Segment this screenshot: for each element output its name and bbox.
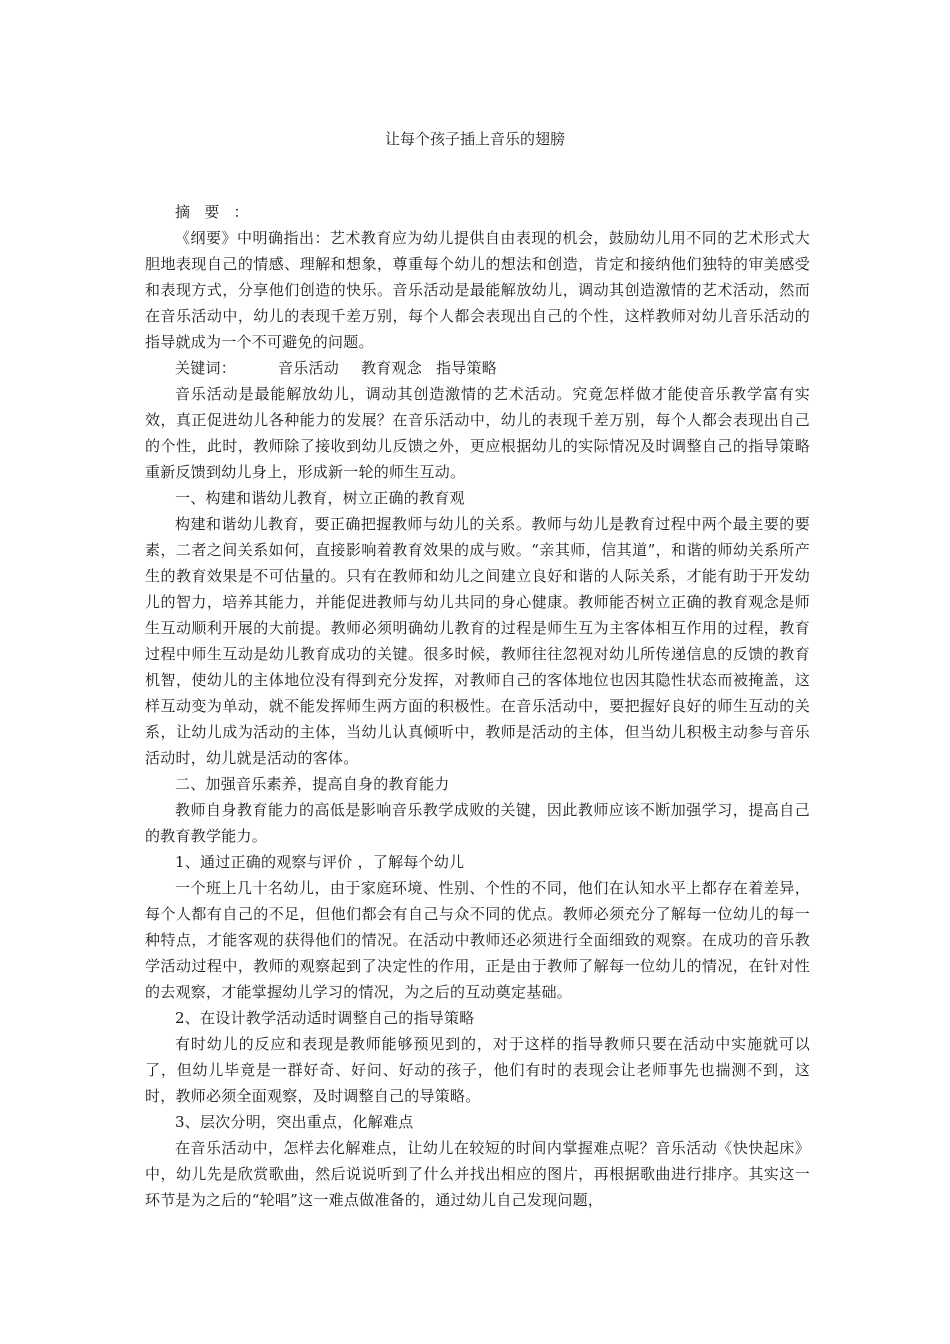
abstract-label-colon: ： [233, 203, 249, 221]
section-paragraph-1: 构建和谐幼儿教育，要正确把握教师与幼儿的关系。教师与幼儿是教育过程中两个最主要的要素，二者之间关系如何，直接影响着教育效果的成与败。“亲其师，信其道”，和谐的师幼关系所产生的教育效果是不可估量的。只有在教师和幼儿之间建立良好和谐的人际关系，才能有助于开发幼儿的智力，培养其能力，并能促进教师与幼儿共同的身心健康。教师能否树立正确的教育观念是师生互动顺利开展的大前提。教师必须明确幼儿教育的过程是师生互为主客体相互作用的过程，教育过程中师生互动是幼儿教育成功的关键。很多时候，教师往往忽视对幼儿所传递信息的反馈的教育机智，使幼儿的主体地位没有得到充分发挥，对教师自己的客体地位也因其隐性状态而被掩盖，这样互动变为单动，就不能发挥师生两方面的积极性。在音乐活动中，要把握好良好的师生互动的关系，让幼儿成为活动的主体，当幼儿认真倾听中，教师是活动的主体，但当幼儿积极主动参与音乐活动时，幼儿就是活动的客体。 [145, 515, 810, 767]
subsection-heading-2: 2、在设计教学活动适时调整自己的指导策略 [175, 1009, 475, 1027]
subsection-paragraph-3: 在音乐活动中，怎样去化解难点，让幼儿在较短的时间内掌握难点呢？音乐活动《快快起床》中，幼儿先是欣赏歌曲，然后说说听到了什么并找出相应的图片，再根据歌曲进行排序。其实这一环节是为之后的“轮唱”这一难点做准备的，通过幼儿自己发现问题， [145, 1139, 810, 1209]
keywords-label: 关键词： [175, 359, 237, 377]
section-heading-2: 二、加强音乐素养，提高自身的教育能力 [175, 775, 450, 793]
keywords-line [145, 355, 810, 381]
abstract-label [145, 199, 810, 225]
keyword-item: 指导策略 [436, 359, 498, 377]
subsection-heading-1: 1、通过正确的观察与评价 ，了解每个幼儿 [175, 853, 465, 871]
section-heading-1: 一、构建和谐幼儿教育，树立正确的教育观 [175, 489, 465, 507]
subsection-heading-3: 3、层次分明，突出重点，化解难点 [175, 1113, 414, 1131]
subsection-paragraph-2: 有时幼儿的反应和表现是教师能够预见到的，对于这样的指导教师只要在活动中实施就可以了，但幼儿毕竟是一群好奇、好问、好动的孩子，他们有时的表现会让老师事先也揣测不到，这时，教师必须全面观察，及时调整自己的导策略。 [145, 1035, 810, 1105]
section-paragraph-2: 教师自身教育能力的高低是影响音乐教学成败的关键，因此教师应该不断加强学习，提高自己的教育教学能力。 [145, 801, 810, 845]
abstract-label-char-1: 摘 [175, 203, 191, 221]
document-title: 让每个孩子插上音乐的翅膀 [384, 130, 565, 148]
abstract-label-char-2: 要 [204, 203, 220, 221]
document-body [145, 199, 810, 1213]
keyword-item: 教育观念 [361, 359, 423, 377]
intro-paragraph: 音乐活动是最能解放幼儿，调动其创造激情的艺术活动。究竟怎样做才能使音乐教学富有实效，真正促进幼儿各种能力的发展？在音乐活动中，幼儿的表现千差万别，每个人都会表现出自己的个性，此时，教师除了接收到幼儿反馈之外，更应根据幼儿的实际情况及时调整自己的指导策略重新反馈到幼儿身上，形成新一轮的师生互动。 [145, 385, 810, 481]
subsection-paragraph-1: 一个班上几十名幼儿，由于家庭环境、性别、个性的不同，他们在认知水平上都存在着差异，每个人都有自己的不足，但他们都会有自己与众不同的优点。教师必须充分了解每一位幼儿的每一种特点，才能客观的获得他们的情况。在活动中教师还必须进行全面细致的观察。在成功的音乐教学活动过程中，教师的观察起到了决定性的作用，正是由于教师了解每一位幼儿的情况，在针对性的去观察，才能掌握幼儿学习的情况，为之后的互动奠定基础。 [145, 879, 810, 1001]
abstract-text: 《纲要》中明确指出：艺术教育应为幼儿提供自由表现的机会，鼓励幼儿用不同的艺术形式大胆地表现自己的情感、理解和想象，尊重每个幼儿的想法和创造，肯定和接纳他们独特的审美感受和表现方式，分享他们创造的快乐。音乐活动是最能解放幼儿，调动其创造激情的艺术活动，然而在音乐活动中，幼儿的表现千差万别，每个人都会表现出自己的个性，这样教师对幼儿音乐活动的指导就成为一个不可避免的问题。 [145, 229, 810, 351]
keyword-item: 音乐活动 [278, 359, 340, 377]
